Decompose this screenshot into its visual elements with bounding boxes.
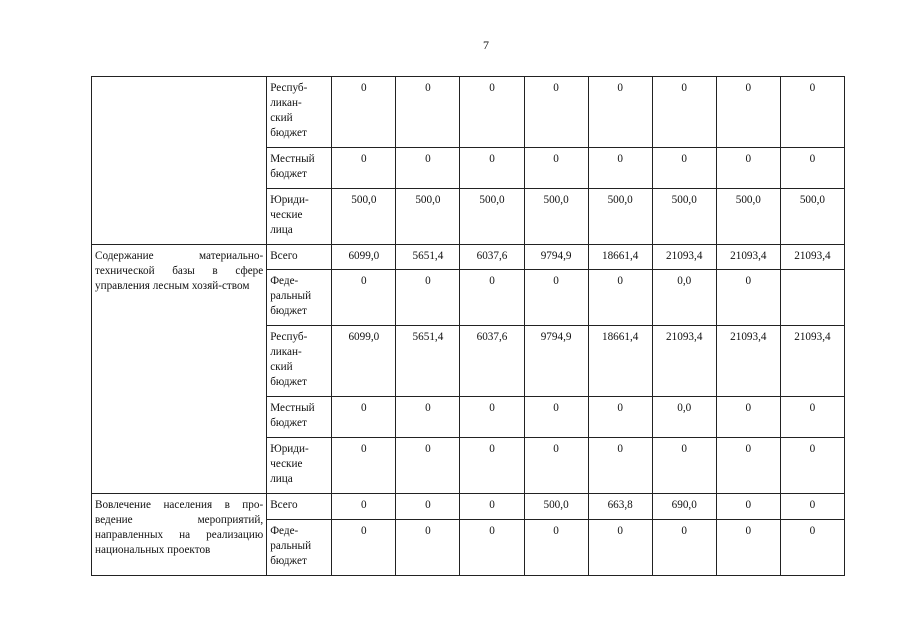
value-cell: 0	[716, 397, 780, 438]
value-cell: 0	[332, 438, 396, 494]
value-cell: 21093,4	[652, 245, 716, 270]
value-cell: 500,0	[396, 189, 460, 245]
value-cell: 0	[332, 270, 396, 326]
table-row	[92, 77, 845, 148]
value-cell: 6037,6	[460, 326, 524, 397]
value-cell: 9794,9	[524, 245, 588, 270]
value-cell: 0	[396, 438, 460, 494]
value-cell: 500,0	[588, 189, 652, 245]
funding-source: Всего	[267, 494, 332, 520]
funding-source: Феде- ральный бюджет	[267, 520, 332, 576]
value-cell: 0	[396, 77, 460, 148]
budget-table	[91, 76, 845, 576]
program-description: Вовлечение населения в про-ведение мероприятий, направленных на реализацию национальных проектов	[92, 494, 267, 576]
value-cell: 0	[716, 438, 780, 494]
value-cell: 0	[780, 148, 844, 189]
value-cell: 0	[460, 397, 524, 438]
value-cell: 5651,4	[396, 245, 460, 270]
value-cell	[780, 270, 844, 326]
value-cell: 0	[652, 148, 716, 189]
value-cell: 6099,0	[332, 245, 396, 270]
value-cell: 0	[332, 77, 396, 148]
value-cell: 0	[652, 520, 716, 576]
value-cell: 6099,0	[332, 326, 396, 397]
value-cell: 0	[332, 397, 396, 438]
value-cell: 18661,4	[588, 245, 652, 270]
value-cell: 500,0	[524, 494, 588, 520]
funding-source: Местный бюджет	[267, 148, 332, 189]
value-cell: 0,0	[652, 270, 716, 326]
funding-source: Местный бюджет	[267, 397, 332, 438]
value-cell: 500,0	[716, 189, 780, 245]
value-cell: 9794,9	[524, 326, 588, 397]
value-cell: 0	[332, 520, 396, 576]
value-cell: 0	[780, 77, 844, 148]
program-description: Содержание материально-технической базы в сфере управления лесным хозяй-ством	[92, 245, 267, 494]
value-cell: 663,8	[588, 494, 652, 520]
value-cell: 0	[332, 494, 396, 520]
value-cell: 0	[460, 494, 524, 520]
table-row	[92, 245, 845, 270]
value-cell: 6037,6	[460, 245, 524, 270]
value-cell: 21093,4	[780, 245, 844, 270]
value-cell: 21093,4	[652, 326, 716, 397]
value-cell: 500,0	[652, 189, 716, 245]
value-cell: 0	[780, 397, 844, 438]
value-cell: 0	[780, 520, 844, 576]
value-cell: 500,0	[332, 189, 396, 245]
value-cell: 0	[396, 397, 460, 438]
value-cell: 0	[524, 148, 588, 189]
funding-source: Юриди- ческие лица	[267, 438, 332, 494]
value-cell: 0	[716, 520, 780, 576]
funding-source: Респуб- ликан- ский бюджет	[267, 77, 332, 148]
value-cell: 18661,4	[588, 326, 652, 397]
value-cell: 0	[588, 397, 652, 438]
value-cell: 0	[588, 438, 652, 494]
value-cell: 0	[652, 77, 716, 148]
value-cell: 0	[396, 520, 460, 576]
funding-source: Юриди- ческие лица	[267, 189, 332, 245]
value-cell: 0	[396, 148, 460, 189]
funding-source: Всего	[267, 245, 332, 270]
value-cell: 0	[396, 270, 460, 326]
value-cell: 0	[588, 520, 652, 576]
value-cell: 500,0	[524, 189, 588, 245]
value-cell: 690,0	[652, 494, 716, 520]
value-cell: 21093,4	[780, 326, 844, 397]
value-cell: 0	[716, 77, 780, 148]
value-cell: 0	[716, 270, 780, 326]
value-cell: 0	[524, 270, 588, 326]
value-cell: 500,0	[780, 189, 844, 245]
value-cell: 0	[460, 270, 524, 326]
value-cell: 0	[524, 397, 588, 438]
page-number: 7	[483, 38, 489, 52]
value-cell: 0	[524, 438, 588, 494]
value-cell: 0	[588, 148, 652, 189]
value-cell: 0	[460, 520, 524, 576]
value-cell: 0	[716, 148, 780, 189]
value-cell: 5651,4	[396, 326, 460, 397]
value-cell: 21093,4	[716, 326, 780, 397]
value-cell: 0	[780, 494, 844, 520]
value-cell: 0	[332, 148, 396, 189]
funding-source: Феде- ральный бюджет	[267, 270, 332, 326]
value-cell: 0	[524, 520, 588, 576]
value-cell: 21093,4	[716, 245, 780, 270]
value-cell: 0,0	[652, 397, 716, 438]
table-row	[92, 494, 845, 520]
value-cell: 0	[652, 438, 716, 494]
program-description-empty	[92, 77, 267, 245]
value-cell: 0	[524, 77, 588, 148]
value-cell: 0	[396, 494, 460, 520]
value-cell: 0	[716, 494, 780, 520]
value-cell: 0	[460, 77, 524, 148]
value-cell: 0	[460, 438, 524, 494]
value-cell: 0	[460, 148, 524, 189]
value-cell: 0	[588, 77, 652, 148]
funding-source: Респуб- ликан- ский бюджет	[267, 326, 332, 397]
value-cell: 500,0	[460, 189, 524, 245]
value-cell: 0	[780, 438, 844, 494]
value-cell: 0	[588, 270, 652, 326]
